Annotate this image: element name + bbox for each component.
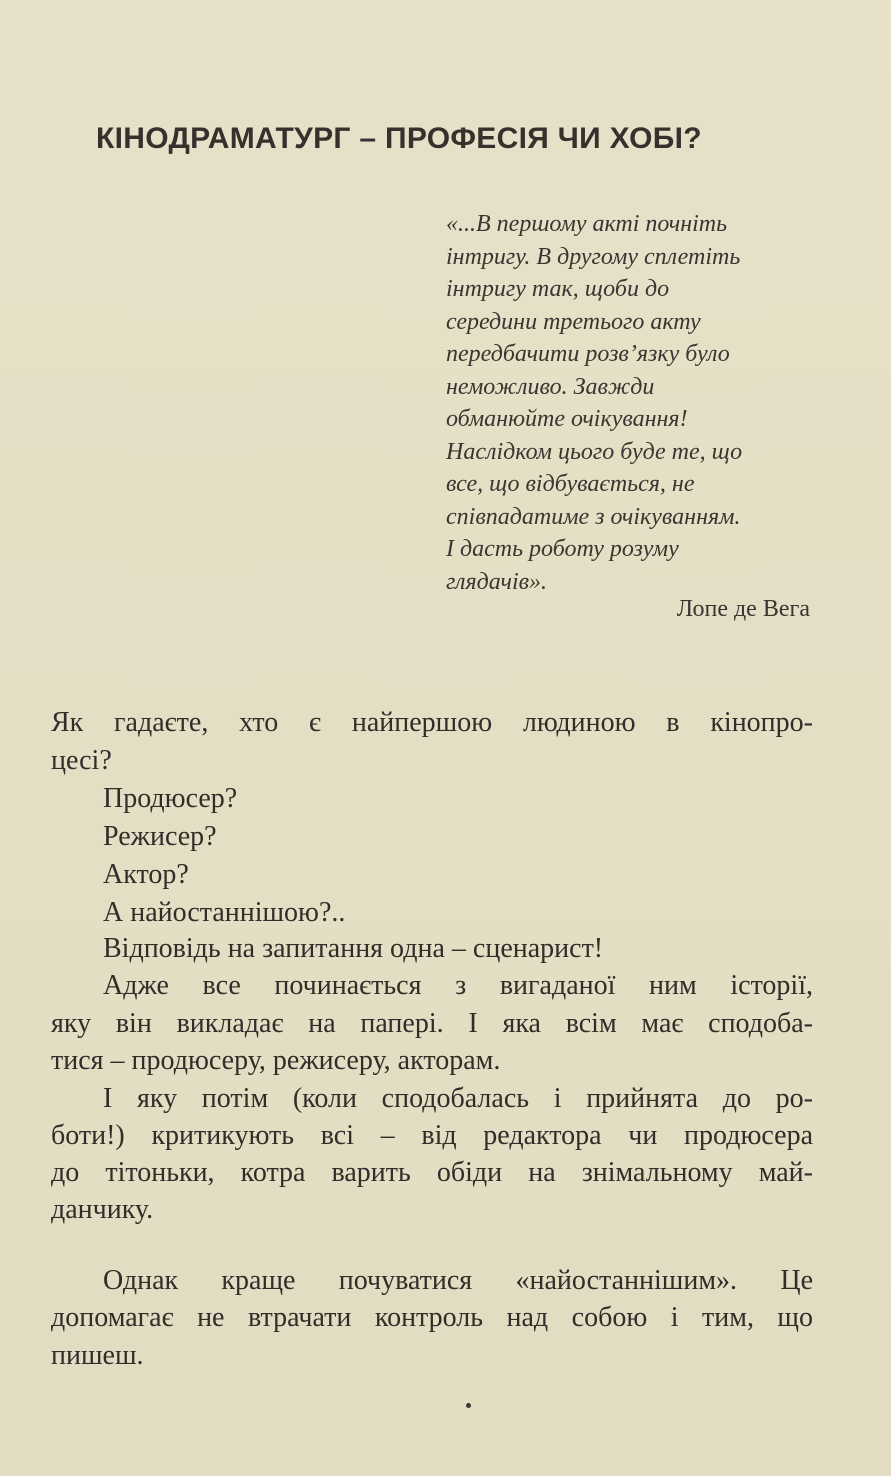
body-line: яку він викладає на папері. І яка всім має сподоба- <box>51 1008 813 1039</box>
body-line: Відповідь на запитання одна – сценарист! <box>103 933 604 964</box>
epigraph-line: неможливо. Завжди <box>446 373 655 400</box>
body-line: данчику. <box>51 1194 154 1225</box>
chapter-title: КІНОДРАМАТУРГ – ПРОФЕСІЯ ЧИ ХОБІ? <box>96 122 702 155</box>
body-line: І яку потім (коли сподобалась і прийнята до ро- <box>103 1083 813 1114</box>
epigraph-line: глядачів». <box>446 568 548 595</box>
body-line: тися – продюсеру, режисеру, акторам. <box>51 1045 501 1076</box>
page-mark <box>466 1403 471 1408</box>
epigraph-line: співпадатиме з очікуванням. <box>446 503 741 530</box>
epigraph-line: «...В першому акті почніть <box>446 211 728 237</box>
epigraph-line: все, що відбувається, не <box>446 471 695 497</box>
body-line: боти!) критикують всі – від редактора чи продюсера <box>51 1120 813 1151</box>
epigraph-line: середини третього акту <box>446 308 701 335</box>
epigraph-line: І дасть роботу розуму <box>446 536 679 562</box>
body-line: Режисер? <box>103 821 217 852</box>
epigraph-line: Наслідком цього буде те, що <box>446 438 743 465</box>
epigraph-line: обманюйте очікування! <box>446 406 688 432</box>
epigraph-line: інтригу так, щоби до <box>446 276 670 302</box>
body-line: допомагає не втрачати контроль над собою і тим, що <box>51 1302 813 1333</box>
body-line: Як гадаєте, хто є найпершою людиною в кінопро- <box>51 707 813 738</box>
epigraph <box>446 208 816 598</box>
body-line: Однак краще почуватися «найостаннішим». Це <box>103 1265 813 1296</box>
body-line: Актор? <box>103 859 189 890</box>
epigraph-line: передбачити розв’язку було <box>446 341 730 367</box>
body-line: Адже все починається з вигаданої ним історії, <box>103 970 813 1001</box>
body-line: цесі? <box>51 745 112 776</box>
body-line: до тітоньки, котра варить обіди на знімальному май- <box>51 1157 813 1188</box>
body-line: А найостаннішою?.. <box>103 897 346 928</box>
body-line: пишеш. <box>51 1340 144 1371</box>
epigraph-line: інтригу. В другому сплетіть <box>446 243 741 270</box>
epigraph-author: Лопе де Вега <box>676 596 810 622</box>
body-line: Продюсер? <box>103 783 238 814</box>
